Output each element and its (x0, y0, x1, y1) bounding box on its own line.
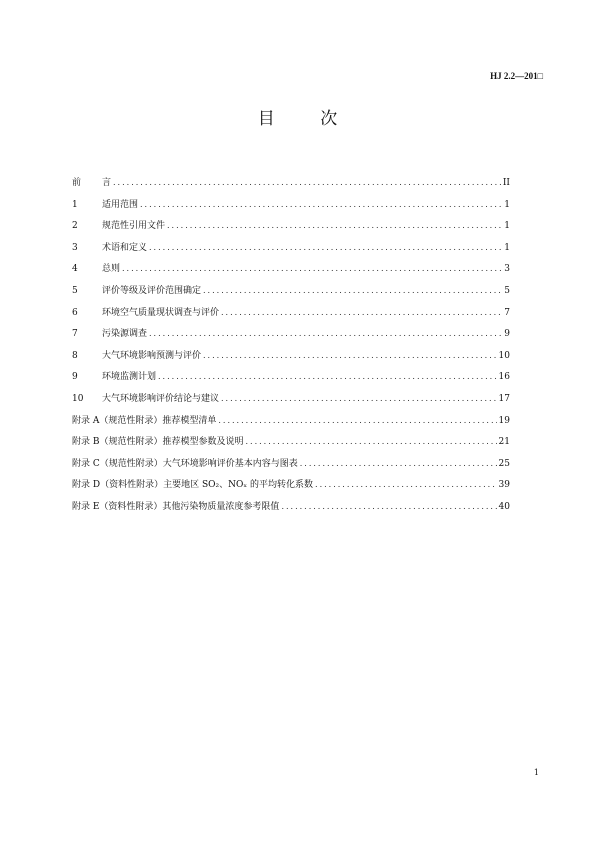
toc-number: 6 (72, 307, 78, 318)
toc-text: 规范性引用文件 (102, 221, 166, 232)
toc-text: 附录 B（规范性附录）推荐模型参数及说明 (72, 437, 244, 448)
toc-page: 9 (504, 329, 510, 340)
toc-leader-dots (113, 172, 501, 194)
toc-page: 7 (504, 307, 510, 318)
toc-leader-dots (300, 453, 497, 475)
toc-entry-6[interactable] (72, 302, 510, 324)
toc-number: 3 (72, 242, 78, 253)
toc-text: 适用范围 (102, 199, 139, 210)
toc-leader-dots (203, 280, 502, 302)
toc-number: 7 (72, 329, 78, 340)
toc-page: 1 (504, 199, 510, 210)
toc-leader-dots (203, 345, 497, 367)
toc-leader-dots (315, 474, 497, 496)
toc-entry-appendix-c[interactable] (72, 453, 510, 475)
toc-text: 附录 D（资料性附录）主要地区 SO₂、NOₓ 的平均转化系数 (72, 480, 314, 491)
toc-text: 评价等级及评价范围确定 (102, 285, 202, 296)
toc-text: 环境空气质量现状调查与评价 (102, 307, 220, 318)
toc-text: 总则 (102, 264, 121, 275)
toc-page: 21 (498, 437, 510, 448)
document-code: HJ 2.2—201□ (490, 71, 543, 81)
toc-number: 5 (72, 285, 78, 296)
toc-text: 大气环境影响评价结论与建议 (102, 393, 220, 404)
toc-entry-appendix-d[interactable] (72, 474, 510, 496)
toc-entry-2[interactable] (72, 215, 510, 237)
toc-page: 1 (504, 221, 510, 232)
toc-leader-dots (149, 237, 502, 259)
toc-entry-9[interactable] (72, 366, 510, 388)
toc-page: 3 (504, 264, 510, 275)
toc-leader-dots (221, 388, 497, 410)
toc-page: II (502, 178, 510, 188)
toc-text: 附录 C（规范性附录）大气环境影响评价基本内容与图表 (72, 458, 298, 469)
toc-text: 术语和定义 (102, 242, 148, 253)
toc-number: 10 (72, 393, 84, 404)
toc-number: 前 (72, 178, 82, 188)
toc-entry-appendix-a[interactable] (72, 410, 510, 432)
toc-leader-dots (221, 302, 502, 324)
toc-page: 39 (498, 480, 510, 491)
toc-leader-dots (167, 215, 502, 237)
toc-number: 2 (72, 221, 78, 232)
table-of-contents (72, 172, 510, 518)
toc-page: 17 (498, 393, 510, 404)
toc-entry-7[interactable] (72, 323, 510, 345)
toc-entry-1[interactable] (72, 194, 510, 216)
toc-entry-appendix-b[interactable] (72, 431, 510, 453)
toc-text: 附录 A（规范性附录）推荐模型清单 (72, 415, 217, 426)
page-title: 目 次 (257, 109, 358, 129)
toc-entry-appendix-e[interactable] (72, 496, 510, 518)
toc-page: 16 (498, 372, 510, 383)
toc-leader-dots (140, 194, 502, 216)
toc-leader-dots (281, 496, 496, 518)
toc-page: 10 (498, 350, 510, 361)
toc-number: 8 (72, 350, 78, 361)
toc-page: 1 (504, 242, 510, 253)
toc-text: 大气环境影响预测与评价 (102, 350, 202, 361)
toc-entry-4[interactable] (72, 258, 510, 280)
toc-leader-dots (218, 410, 496, 432)
toc-page: 40 (498, 501, 510, 512)
toc-text: 附录 E（资料性附录）其他污染物质量浓度参考限值 (72, 501, 280, 512)
toc-entry-8[interactable] (72, 345, 510, 367)
toc-text: 环境监测计划 (102, 372, 157, 383)
toc-entry-3[interactable] (72, 237, 510, 259)
toc-number: 1 (72, 199, 78, 210)
toc-leader-dots (149, 323, 502, 345)
toc-leader-dots (245, 431, 496, 453)
toc-page: 19 (498, 415, 510, 426)
toc-leader-dots (122, 258, 502, 280)
toc-page: 25 (498, 458, 510, 469)
toc-leader-dots (158, 366, 497, 388)
toc-entry-foreword[interactable] (72, 172, 510, 194)
toc-number: 4 (72, 264, 78, 275)
toc-entry-5[interactable] (72, 280, 510, 302)
page-number: 1 (533, 768, 539, 777)
toc-number: 9 (72, 372, 78, 383)
toc-text: 污染源调查 (102, 329, 148, 340)
toc-page: 5 (504, 285, 510, 296)
toc-text: 言 (102, 178, 112, 188)
toc-entry-10[interactable] (72, 388, 510, 410)
